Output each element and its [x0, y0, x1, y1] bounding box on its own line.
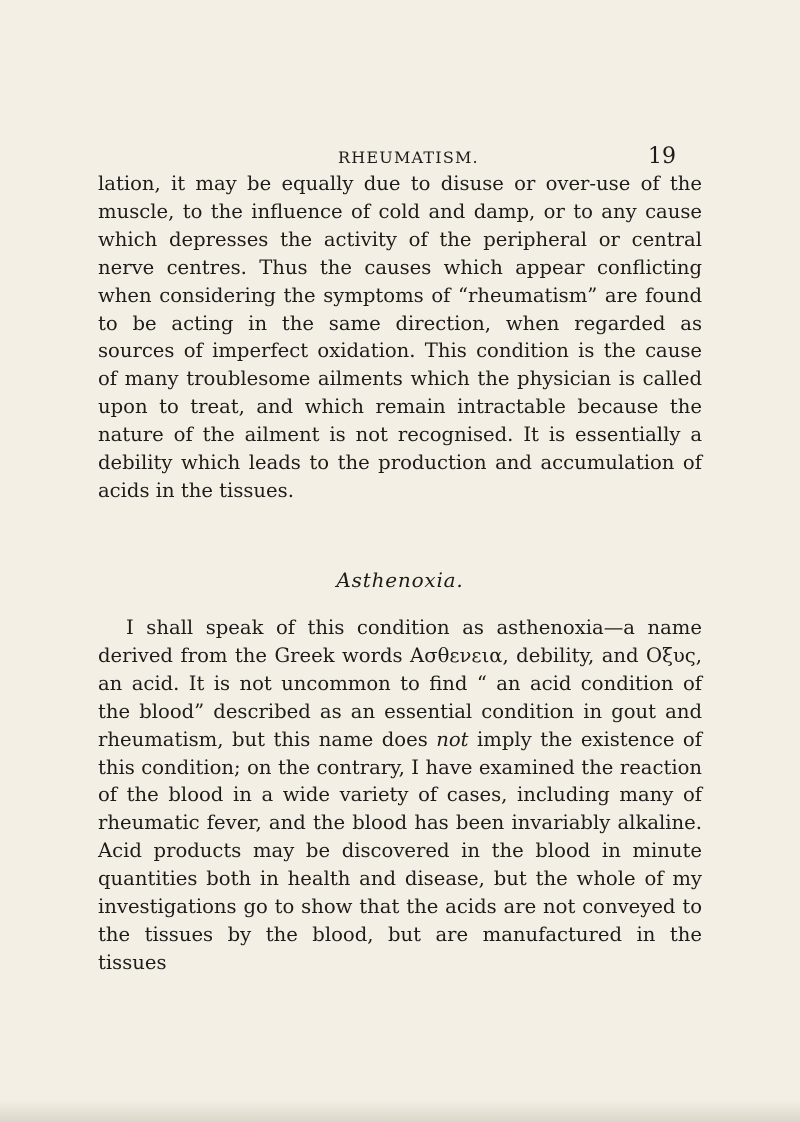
page-number: 19 — [648, 144, 676, 169]
paragraph-1-text: lation, it may be equally due to disuse or over-use of the muscle, to the influence of cold and damp, or to any cause which depresses the activity of the peripheral or central nerve centres. Thus the causes which appear conflicting when considering the symptoms of “rheumatism” are found to be acting in the same direction, when regarded as sources of imperfect oxidation. This condition is the cause of many troublesome ailments which the physician is called upon to treat, and which remain intractable because the nature of the ailment is not recognised. It is essentially a debility which leads to the production and accumulation of acids in the tissues. — [98, 172, 702, 502]
body-paragraph-1 — [98, 170, 702, 505]
running-header-title: RHEUMATISM. — [338, 148, 479, 167]
paragraph-2-emphasis: not — [436, 727, 469, 751]
paragraph-2-text — [98, 614, 702, 977]
paragraph-2-part-1: I shall speak of this condition as asthenoxia—a name derived from the Greek words Ασθενεια, debility, and Οξυς, an acid. It is not uncommon to find “ an acid condition of the blood” described as an essential condition in gout and rheumatism, but this name does — [98, 616, 702, 751]
body-paragraph-2 — [98, 614, 702, 977]
paragraph-2-part-2: imply the existence of this condition; on the contrary, I have examined the reaction of the blood in a wide variety of cases, including many of rheumatic fever, and the blood has been invariably alkaline. Acid products may be discovered in the blood in minute quantities both in health and disease, but the whole of my investigations go to show that the acids are not conveyed to the tissues by the blood, but are manufactured in the tissues — [98, 727, 702, 974]
section-heading: Asthenoxia. — [336, 568, 464, 592]
page-bottom-edge — [0, 1100, 800, 1122]
